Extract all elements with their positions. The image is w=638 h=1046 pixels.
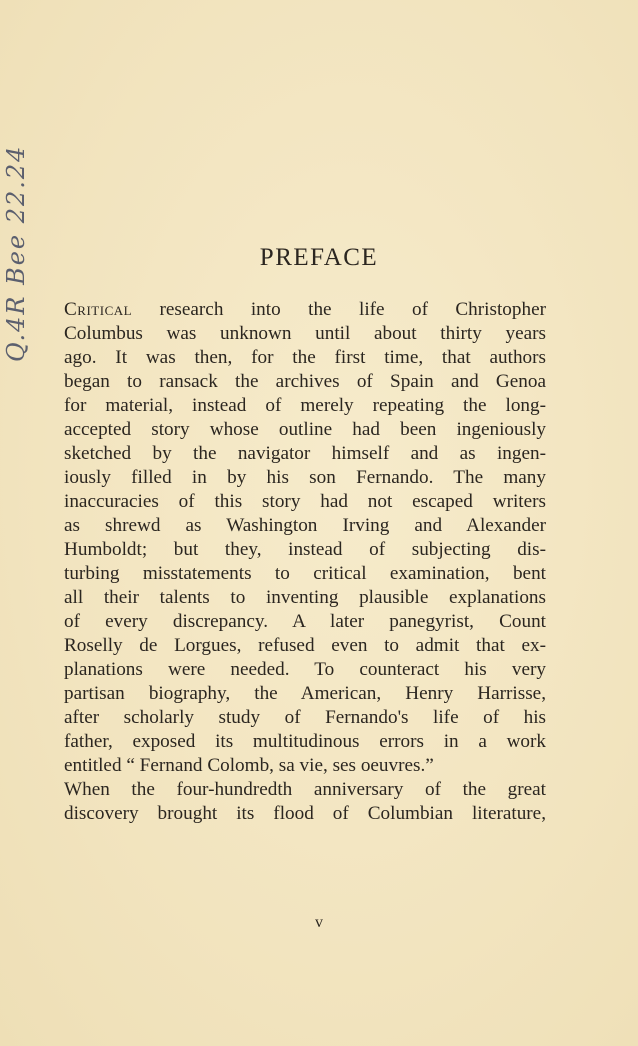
text-line-5: for material, instead of merely repeating the long- [64,395,546,416]
text-line-19: father, exposed its multitudinous errors in a work [64,731,546,752]
text-line-16: planations were needed. To counteract his very [64,659,546,680]
text-line-9: inaccuracies of this story had not escaped writers [64,491,546,512]
text-line-6: accepted story whose outline had been ingeniously [64,419,546,440]
drop-word: Critical [64,299,133,320]
page-number: v [315,914,323,931]
text-line-13: all their talents to inventing plausible explanations [64,587,546,608]
text-line-11: Humboldt; but they, instead of subjecting dis- [64,539,546,560]
text-line-2: Columbus was unknown until about thirty years [64,323,546,344]
text-line-1-rest: research into the life of Christopher [132,299,546,320]
handwritten-shelfmark: Q.4R Bee 22.24 [2,144,30,362]
text-line-22: discovery brought its flood of Columbian literature, [64,803,546,824]
text-line-18: after scholarly study of Fernando's life of his [64,707,546,728]
text-line-20: entitled “ Fernand Colomb, sa vie, ses oeuvres.” [64,755,434,776]
text-line-21: When the four-hundredth anniversary of the great [64,779,546,800]
page-title: PREFACE [259,244,379,271]
text-line-4: began to ransack the archives of Spain and Genoa [64,371,546,392]
text-line-7: sketched by the navigator himself and as ingen- [64,443,546,464]
text-line-12: turbing misstatements to critical examination, bent [64,563,546,584]
text-line-10: as shrewd as Washington Irving and Alexander [64,515,546,536]
text-line-17: partisan biography, the American, Henry Harrisse, [64,683,546,704]
text-line-15: Roselly de Lorgues, refused even to admit that ex- [64,635,546,656]
text-line-3: ago. It was then, for the first time, that authors [64,347,546,368]
text-line-14: of every discrepancy. A later panegyrist, Count [64,611,546,632]
text-line-8: iously filled in by his son Fernando. The many [64,467,546,488]
preface-text [64,298,546,826]
text-line-1 [64,298,546,322]
